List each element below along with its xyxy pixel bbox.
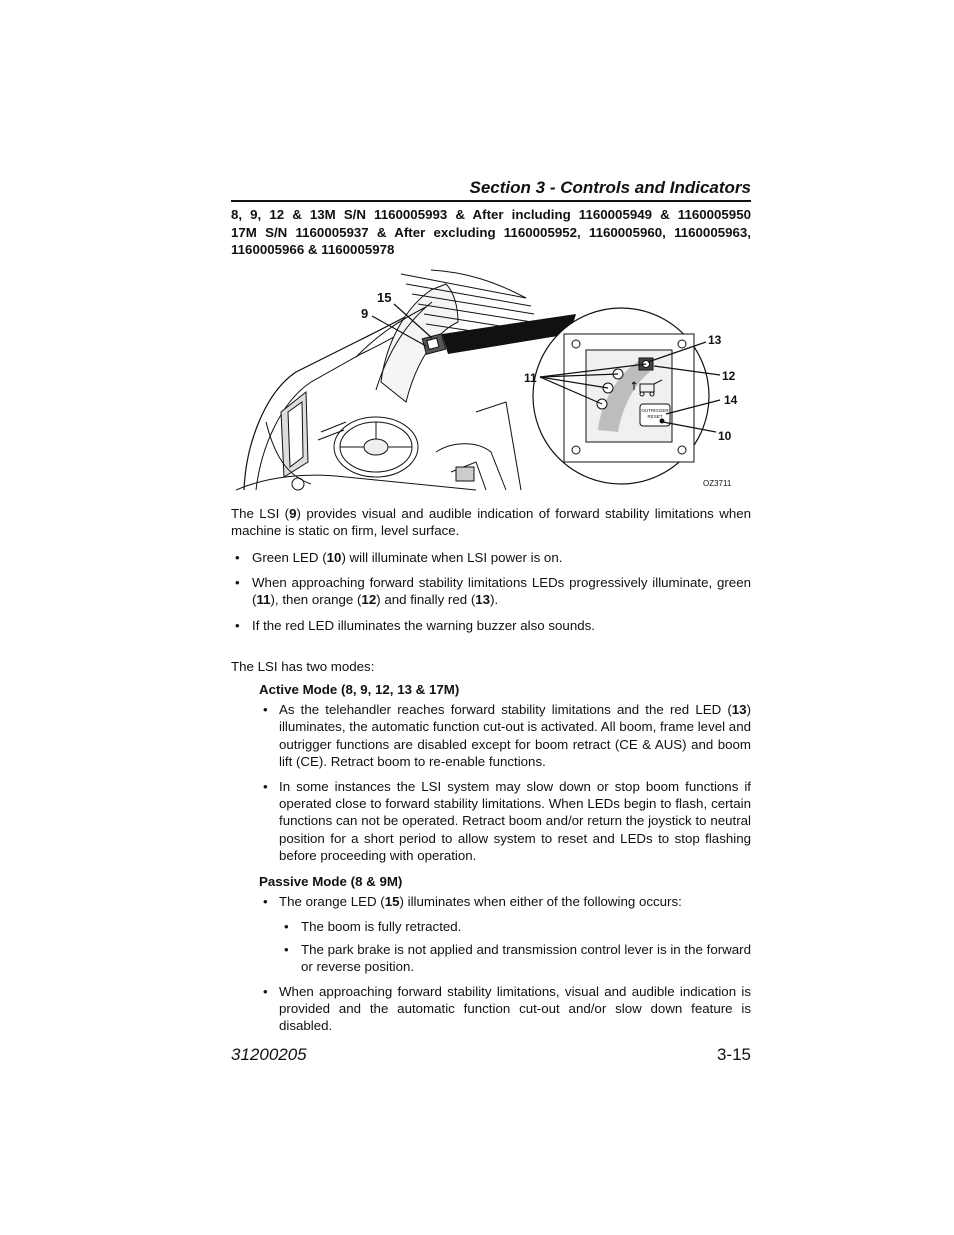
callout-10: 10	[718, 429, 732, 443]
callout-12: 12	[722, 369, 736, 383]
callout-11: 11	[524, 371, 537, 385]
list-item: • As the telehandler reaches forward stability limitations and the red LED (13) illuminates, the automatic function cut-out is activated. All boom, frame level and outrigger functions are disabled except for boom retract (CE & AUS) and boom lift (CE). Retract boom to re-enable functions.	[259, 701, 751, 770]
passive-mode-heading: Passive Mode (8 & 9M)	[259, 874, 403, 889]
doc-number: 31200205	[231, 1045, 307, 1064]
list-item: • If the red LED illuminates the warning buzzer also sounds.	[231, 617, 751, 634]
callout-13: 13	[708, 333, 722, 347]
serial-applicability	[231, 206, 751, 259]
lsi-illustration	[236, 262, 756, 494]
sub-list-item: • The boom is fully retracted.	[280, 918, 751, 935]
page-number: 3-15	[716, 1045, 751, 1064]
serial-line-3: 1160005966 & 1160005978	[231, 242, 395, 257]
modes-intro: The LSI has two modes:	[231, 659, 375, 674]
led-bullet-list	[231, 549, 751, 642]
list-item: • In some instances the LSI system may slow down or stop boom functions if operated close to forward stability limitations. When LEDs begin to flash, certain functions can not be operated. Retract boom and/or return the joystick to neutral position for a short period to allow system to reset and LEDs to stop flashing before proceeding with operation.	[259, 778, 751, 864]
svg-text:RESET: RESET	[647, 414, 663, 419]
list-item: • Green LED (10) will illuminate when LSI power is on.	[231, 549, 751, 566]
header-rule	[231, 200, 751, 202]
callout-14: 14	[724, 393, 738, 407]
lsi-figure	[236, 262, 756, 494]
active-mode-heading: Active Mode (8, 9, 12, 13 & 17M)	[259, 682, 460, 697]
intro-paragraph: The LSI (9) provides visual and audible indication of forward stability limitations when machine is static on firm, level surface.	[231, 506, 752, 539]
figure-code: OZ3711	[703, 479, 732, 488]
callout-9: 9	[361, 306, 369, 321]
list-item: • When approaching forward stability limitations LEDs progressively illuminate, green (11), then orange (12) and finally red (13).	[231, 574, 751, 608]
serial-line-2: 17M S/N 1160005937 & After excluding 1160005952, 1160005960, 1160005963,	[231, 224, 751, 240]
panel-button-text: OUTRIGGER	[641, 408, 669, 413]
list-item: • When approaching forward stability limitations, visual and audible indication is provided and the automatic function cut-out and/or slow down feature is disabled.	[259, 983, 751, 1035]
passive-mode-section	[259, 873, 751, 1043]
sub-list-item: • The park brake is not applied and transmission control lever is in the forward or reverse position.	[280, 941, 751, 975]
list-item: • The orange LED (15) illuminates when either of the following occurs: • The boom is fully retracted. • The park brake is not applied and transmission control lever is in the forward or reverse position.	[259, 893, 751, 975]
serial-line-1: 8, 9, 12 & 13M S/N 1160005993 & After including 1160005949 & 1160005950	[231, 207, 751, 222]
callout-15: 15	[377, 290, 392, 305]
section-title: Section 3 - Controls and Indicators	[469, 178, 751, 197]
active-mode-section	[259, 681, 751, 872]
